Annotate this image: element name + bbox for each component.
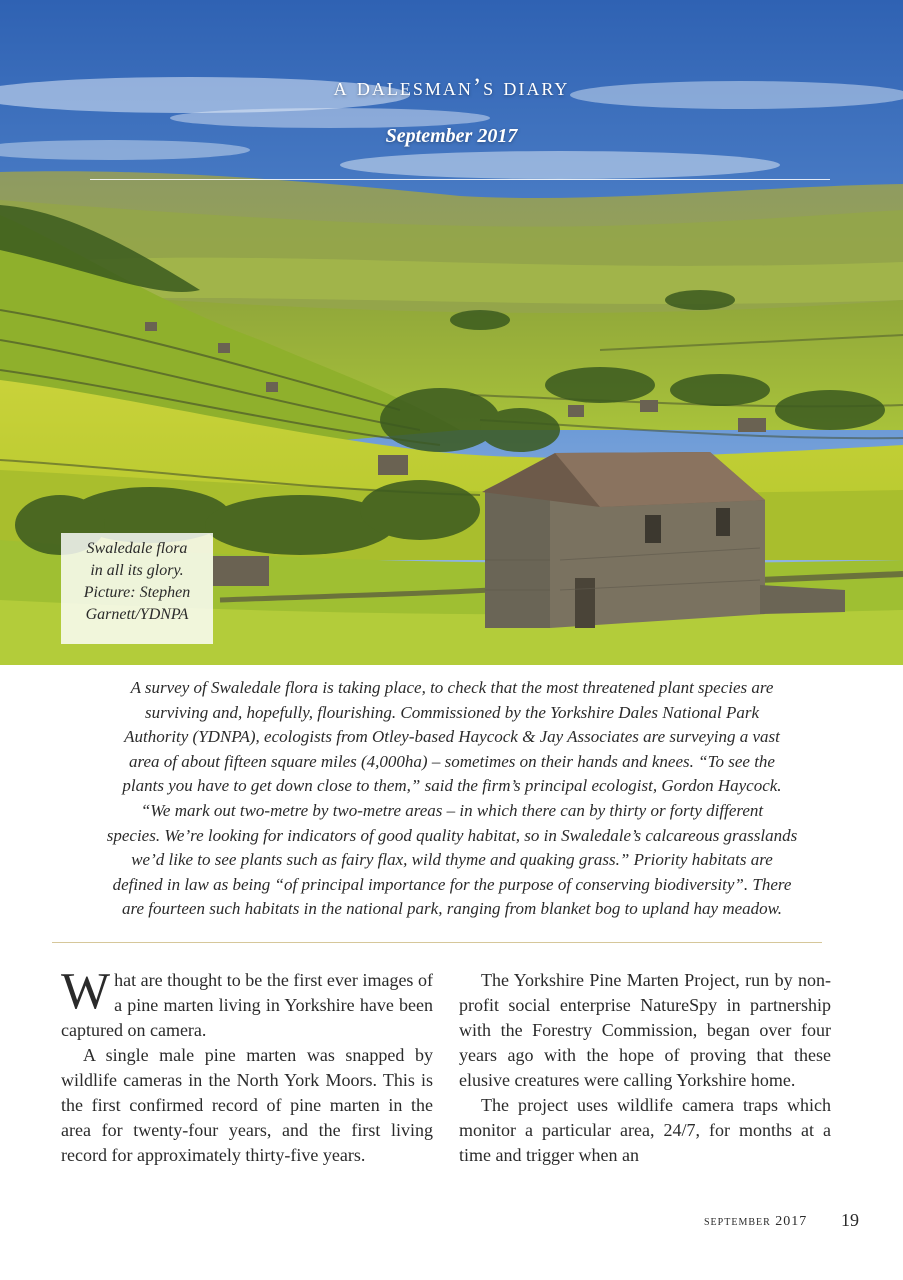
caption-line: in all its glory. (90, 562, 184, 579)
header-rule (90, 179, 830, 180)
drop-cap: W (61, 963, 111, 1020)
intro-line: plants you have to get down close to them,” said the firm’s principal ecologist, Gordon Haycock. (122, 776, 782, 796)
intro-line: are fourteen such habitats in the national park, ranging from blanket bog to upland hay meadow. (122, 899, 782, 919)
article-paragraph (61, 963, 433, 1043)
paragraph-text: hat are thought to be the first ever images of a pine marten living in Yorkshire have been captured on camera. (61, 970, 433, 1040)
article-paragraph: The Yorkshire Pine Marten Project, run by non-profit social enterprise NatureSpy in partnership with the Forestry Commission, began over four years ago with the hope of proving that these elusive creatures were calling Yorkshire home. (459, 970, 831, 1090)
article-paragraph: The project uses wildlife camera traps which monitor a particular area, 24/7, for months at a time and trigger when an (459, 1095, 831, 1165)
intro-paragraph (58, 676, 846, 922)
intro-line: Authority (YDNPA), ecologists from Otley-based Haycock & Jay Associates are surveying a vast (124, 727, 780, 747)
article-paragraph: A single male pine marten was snapped by wildlife cameras in the North York Moors. This is the first confirmed record of pine marten in the area for twenty-four years, and the first living record for approximately thirty-five years. (61, 1045, 433, 1165)
section-divider (52, 942, 822, 943)
article-column-left (61, 963, 433, 1168)
photo-caption (61, 533, 213, 644)
page-number: 19 (841, 1210, 859, 1230)
intro-line: A survey of Swaledale flora is taking place, to check that the most threatened plant species are (130, 678, 774, 697)
intro-line: species. We’re looking for indicators of good quality habitat, so in Swaledale’s calcareous grasslands (106, 825, 798, 845)
caption-line: Garnett/YDNPA (85, 606, 189, 623)
article-column-right (459, 968, 831, 1168)
caption-line: Swaledale flora (86, 540, 188, 557)
intro-line: we’d like to see plants such as fairy flax, wild thyme and quaking grass.” Priority habitats are (131, 850, 773, 870)
footer-issue-month: september 2017 (704, 1214, 808, 1229)
intro-line: defined in law as being “of principal importance for the purpose of conserving biodiversity”. There (112, 874, 792, 894)
caption-line: Picture: Stephen (83, 584, 191, 601)
intro-line: surviving and, hopefully, flourishing. Commissioned by the Yorkshire Dales National Park (144, 702, 760, 722)
section-title: a dalesman’s diary (333, 74, 570, 101)
intro-line: area of about fifteen square miles (4,000ha) – sometimes on their hands and knees. “To see the (129, 751, 775, 771)
issue-date: September 2017 (385, 125, 518, 147)
intro-line: “We mark out two-metre by two-metre areas – in which there can by thirty or forty different (140, 800, 764, 820)
